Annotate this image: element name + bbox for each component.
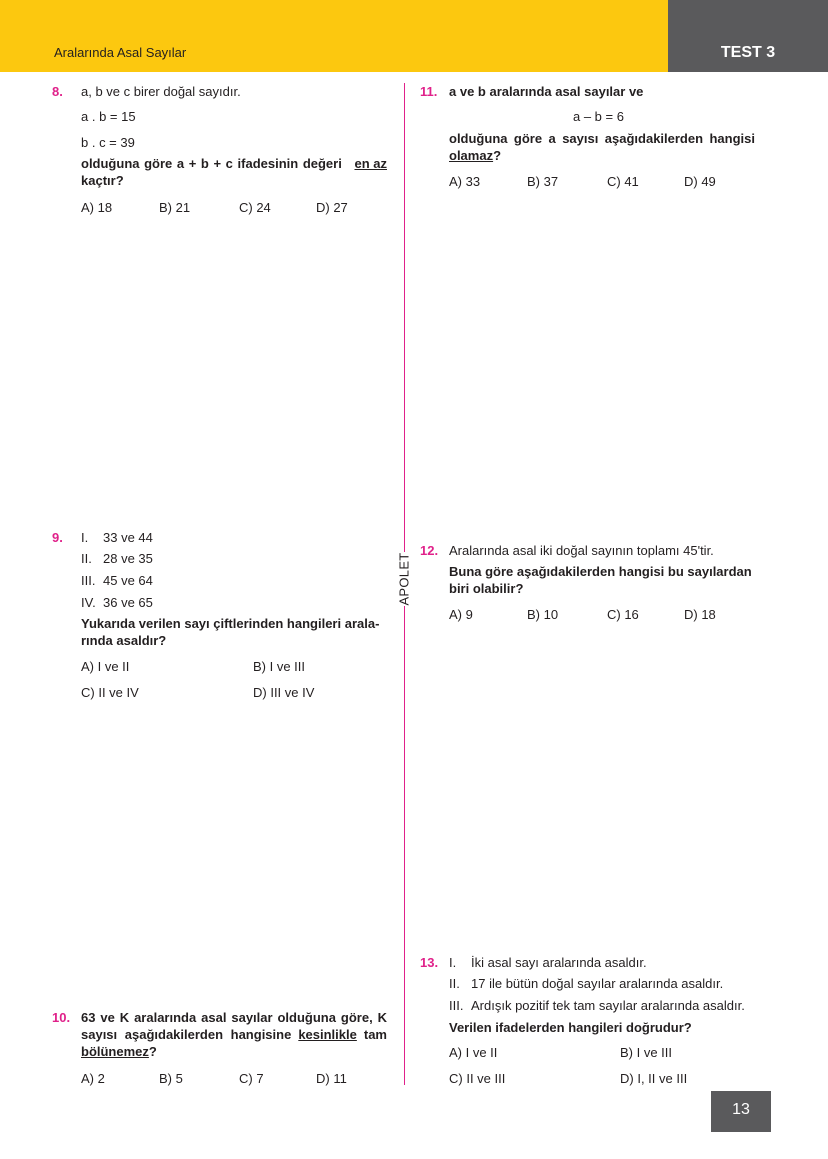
question-number: 8.: [52, 84, 63, 99]
question-prompt: Yukarıda verilen sayı çiftlerinden hangileri arala-: [81, 616, 380, 631]
option-d[interactable]: D) 27: [316, 200, 348, 215]
option-b[interactable]: B) 5: [159, 1071, 183, 1086]
equation: a – b = 6: [573, 109, 624, 124]
option-c[interactable]: C) 16: [607, 607, 639, 622]
prompt-text: kaçtır?: [81, 173, 124, 188]
test-badge: [668, 0, 828, 72]
statement-iv: IV. 36 ve 65: [81, 595, 153, 610]
option-c[interactable]: C) 41: [607, 174, 639, 189]
statement-i: I. İki asal sayı aralarında asaldır.: [449, 955, 647, 970]
question-number: 11.: [420, 84, 438, 99]
equation: b . c = 39: [81, 135, 135, 150]
question-intro: Aralarında asal iki doğal sayının toplamı 45'tir.: [449, 543, 714, 558]
option-c[interactable]: C) II ve IV: [81, 685, 139, 700]
question-prompt: bölünemez?: [81, 1044, 157, 1059]
option-b[interactable]: B) 21: [159, 200, 191, 215]
section-title: Aralarında Asal Sayılar: [54, 45, 187, 60]
question-number: 13.: [420, 955, 439, 970]
option-c[interactable]: C) 7: [239, 1071, 264, 1086]
prompt-emphasis: en az: [354, 156, 387, 171]
statement-iii: III. 45 ve 64: [81, 573, 153, 588]
question-prompt: sayısı aşağıdakilerden hangisine kesinlikle tam: [81, 1027, 387, 1042]
question-prompt: rında asaldır?: [81, 633, 167, 648]
option-d[interactable]: D) 11: [316, 1071, 347, 1086]
prompt-emphasis: olamaz: [449, 148, 494, 163]
statement-iii: III. Ardışık pozitif tek tam sayılar aralarında asaldır.: [449, 998, 745, 1013]
option-b[interactable]: B) 10: [527, 607, 559, 622]
prompt-emphasis: bölünemez: [81, 1044, 149, 1059]
option-a[interactable]: A) I ve II: [81, 659, 130, 674]
option-d[interactable]: D) I, II ve III: [620, 1071, 688, 1086]
option-c[interactable]: C) 24: [239, 200, 271, 215]
option-a[interactable]: A) 2: [81, 1071, 105, 1086]
question-prompt: Verilen ifadelerden hangileri doğrudur?: [449, 1020, 692, 1035]
question-number: 10.: [52, 1010, 71, 1025]
question-prompt: olamaz?: [449, 148, 502, 163]
page-number-badge: [711, 1091, 771, 1132]
option-d[interactable]: D) 49: [684, 174, 716, 189]
option-b[interactable]: B) I ve III: [620, 1045, 673, 1060]
prompt-emphasis: kesinlikle: [298, 1027, 357, 1042]
question-prompt: [81, 155, 387, 172]
test-label: TEST 3: [720, 44, 776, 61]
question-prompt: olduğuna göre a sayısı aşağıdakilerden hangisi: [449, 131, 755, 146]
question-prompt: 63 ve K aralarında asal sayılar olduğuna göre, K: [81, 1010, 387, 1025]
question-prompt: biri olabilir?: [449, 581, 524, 596]
option-c[interactable]: C) II ve III: [449, 1071, 506, 1086]
question-number: 12.: [420, 543, 439, 558]
prompt-text: olduğuna göre a + b + c ifadesinin değeri: [81, 156, 342, 171]
option-a[interactable]: A) 18: [81, 200, 113, 215]
option-a[interactable]: A) 9: [449, 607, 473, 622]
statement-ii: II. 28 ve 35: [81, 551, 153, 566]
option-b[interactable]: B) I ve III: [253, 659, 306, 674]
statement-i: I. 33 ve 44: [81, 530, 153, 545]
header-bar: [0, 0, 668, 72]
page-number: 13: [732, 1101, 750, 1118]
publisher-side-label: APOLET: [396, 552, 412, 606]
option-a[interactable]: A) I ve II: [449, 1045, 498, 1060]
option-d[interactable]: D) 18: [684, 607, 716, 622]
question-number: 9.: [52, 530, 63, 545]
equation: a . b = 15: [81, 109, 136, 124]
statement-ii: II. 17 ile bütün doğal sayılar aralarında asaldır.: [449, 976, 724, 991]
question-prompt: Buna göre aşağıdakilerden hangisi bu sayılardan: [449, 564, 752, 579]
question-intro: a, b ve c birer doğal sayıdır.: [81, 84, 241, 99]
option-a[interactable]: A) 33: [449, 174, 481, 189]
question-intro: a ve b aralarında asal sayılar ve: [449, 84, 644, 99]
option-b[interactable]: B) 37: [527, 174, 559, 189]
option-d[interactable]: D) III ve IV: [253, 685, 315, 700]
